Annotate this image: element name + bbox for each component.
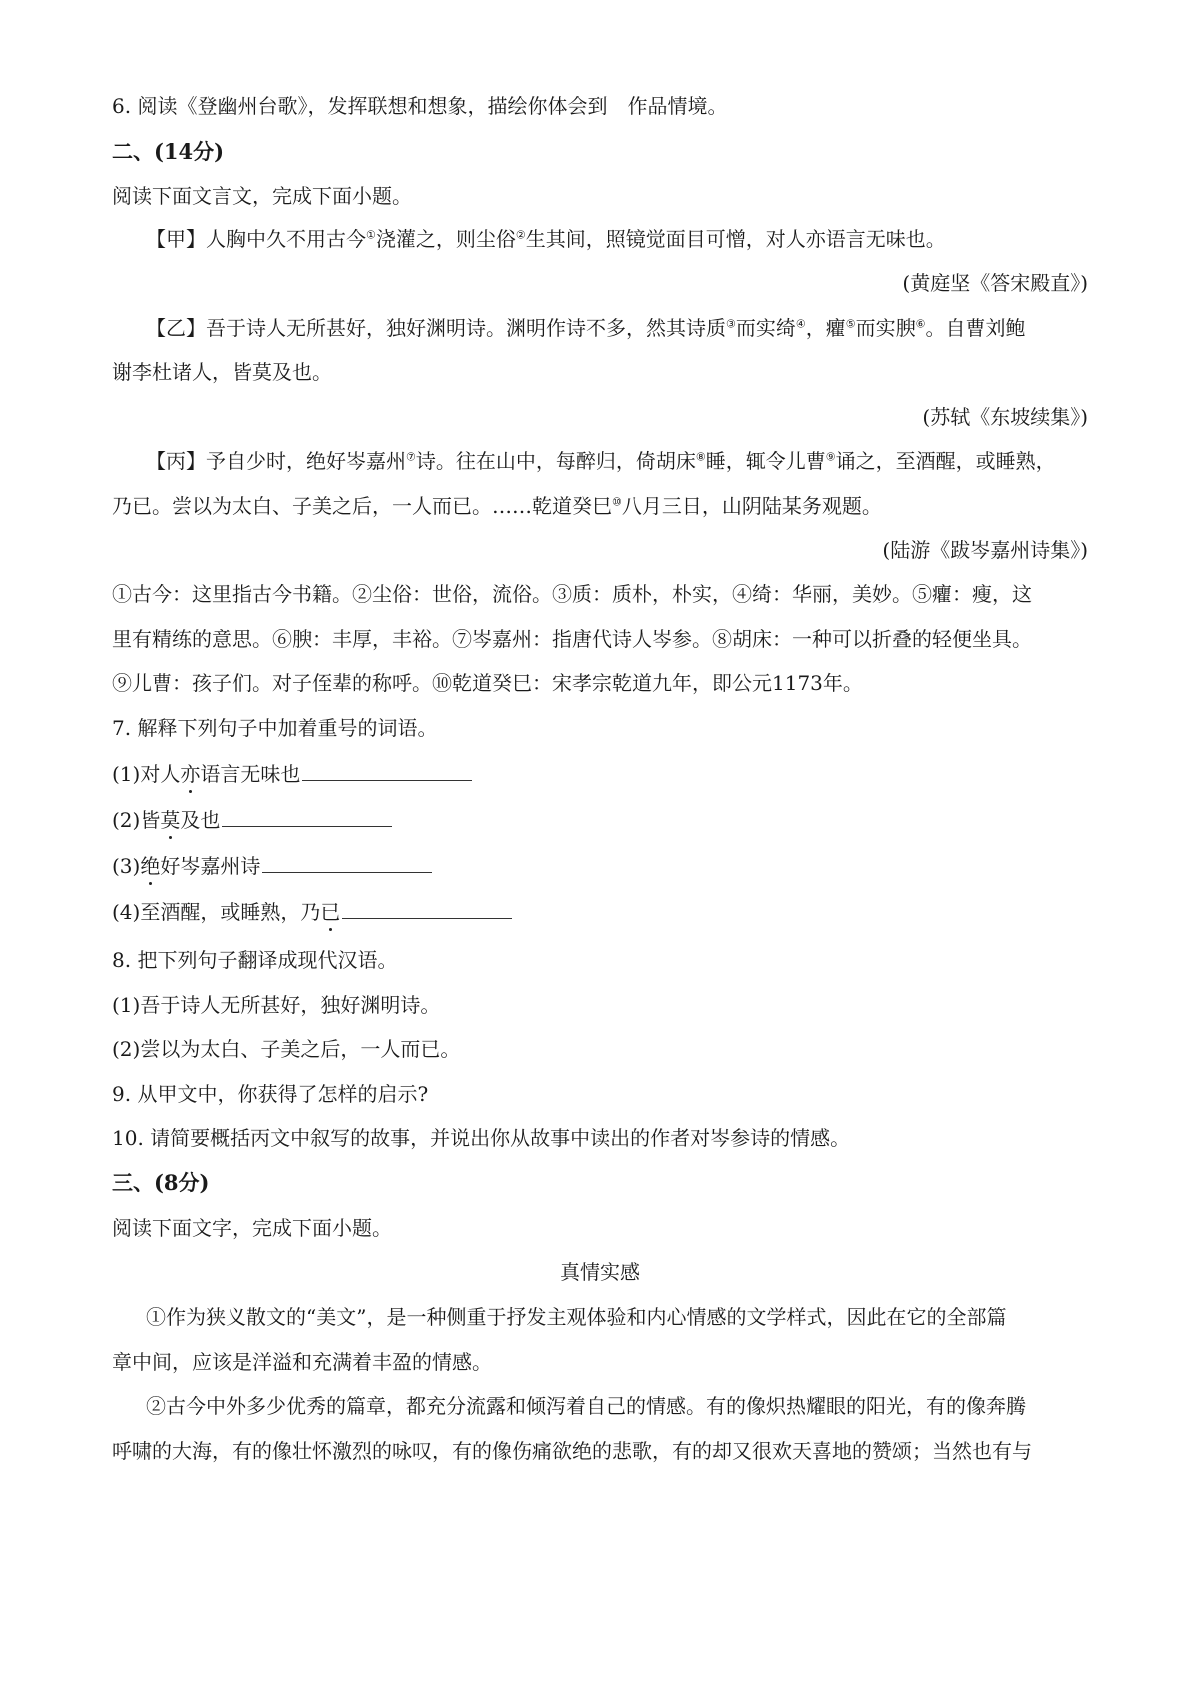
question-10: 10. 请简要概括丙文中叙写的故事，并说出你从故事中读出的作者对岑参诗的情感。	[112, 1126, 851, 1150]
note-line-3: ⑨儿曹：孩子们。对子侄辈的称呼。⑩乾道癸巳：宋孝宗乾道九年，即公元1173年。	[112, 671, 863, 695]
q7-text: 好岑嘉州诗	[160, 854, 261, 878]
footnote-marker: ①	[366, 228, 376, 242]
passage-text: 。自曹刘鲍	[925, 316, 1026, 340]
source-yi: (苏轼《东坡续集》)	[922, 405, 1088, 429]
passage-yi-line2: 谢李杜诸人，皆莫及也。	[112, 360, 332, 384]
section-3-instruction: 阅读下面文字，完成下面小题。	[112, 1216, 392, 1240]
section-2-title: 二、(14分)	[112, 139, 225, 164]
passage-text: 诗。往在山中，每醉归，倚胡床	[415, 449, 696, 473]
footnote-marker: ⑩	[612, 495, 622, 509]
passage-text: 【甲】人胸中久不用古今	[146, 227, 366, 251]
q7-text: (1)对人	[112, 762, 181, 786]
question-9: 9. 从甲文中，你获得了怎样的启示?	[112, 1082, 429, 1106]
q7-text: 及也	[180, 808, 221, 832]
paragraph-1-line-2: 章中间，应该是洋溢和充满着丰盈的情感。	[112, 1350, 492, 1374]
footnote-marker: ④	[795, 317, 806, 331]
article-title: 真情实感	[560, 1260, 640, 1284]
paragraph-2-line-2: 呼啸的大海，有的像壮怀激烈的咏叹，有的像伤痛欲绝的悲歌，有的却又很欢天喜地的赞颂；当然也有与	[112, 1439, 1032, 1463]
paragraph-1-line-1: ①作为狭义散文的“美文”，是一种侧重于抒发主观体验和内心情感的文学样式，因此在它的全部篇	[146, 1305, 1007, 1329]
passage-text: 【乙】吾于诗人无所甚好，独好渊明诗。渊明作诗不多，然其诗质	[146, 316, 726, 340]
q7-text: (4)至酒醒，或睡熟，乃	[112, 900, 321, 924]
q8-item-1: (1)吾于诗人无所甚好，独好渊明诗。	[112, 993, 441, 1017]
q7-item-2	[112, 806, 392, 834]
note-line-1: ①古今：这里指古今书籍。②尘俗：世俗，流俗。③质：质朴，朴实，④绮：华丽，美妙。⑤癯：瘦，这	[112, 582, 1032, 606]
emphasized-word: 莫	[160, 808, 181, 832]
q7-item-1	[112, 760, 472, 788]
passage-text: 浇灌之，则尘俗	[375, 227, 516, 251]
passage-bing-line2	[112, 492, 882, 520]
q7-text: (3)	[112, 854, 141, 878]
note-line-2: 里有精练的意思。⑥腴：丰厚，丰裕。⑦岑嘉州：指唐代诗人岑参。⑧胡床：一种可以折叠的轻便坐具。	[112, 627, 1032, 651]
q7-text: 语言无味也	[200, 762, 301, 786]
answer-blank[interactable]	[342, 900, 512, 919]
source-bing: (陆游《跋岑嘉州诗集》)	[882, 538, 1088, 562]
question-8: 8. 把下列句子翻译成现代汉语。	[112, 948, 398, 972]
footnote-marker: ⑨	[825, 450, 836, 464]
footnote-marker: ②	[515, 228, 526, 242]
footnote-marker: ⑤	[845, 317, 856, 331]
answer-blank[interactable]	[222, 808, 392, 827]
passage-text: 而实腴	[855, 316, 916, 340]
footnote-marker: ⑦	[406, 450, 416, 464]
footnote-marker: ⑥	[915, 317, 926, 331]
emphasized-word: 绝	[140, 854, 161, 878]
passage-yi	[146, 314, 1026, 342]
passage-text: 而实绮	[735, 316, 796, 340]
emphasized-word: 已	[320, 900, 341, 924]
q7-item-3	[112, 852, 432, 880]
passage-text: 生其间，照镜觉面目可憎，对人亦语言无味也。	[525, 227, 946, 251]
q8-item-2: (2)尝以为太白、子美之后，一人而已。	[112, 1037, 461, 1061]
paragraph-2-line-1: ②古今中外多少优秀的篇章，都充分流露和倾泻着自己的情感。有的像炽热耀眼的阳光，有的像奔腾	[146, 1394, 1026, 1418]
footnote-marker: ③	[726, 317, 736, 331]
passage-text: 【丙】予自少时，绝好岑嘉州	[146, 449, 406, 473]
passage-text: 八月三日，山阴陆某务观题。	[621, 494, 882, 518]
emphasized-word: 亦	[180, 762, 201, 786]
answer-blank[interactable]	[302, 762, 472, 781]
passage-jia	[146, 225, 946, 253]
q7-text: (2)皆	[112, 808, 161, 832]
passage-text: 诵之，至酒醒，或睡熟，	[835, 449, 1056, 473]
q7-item-4	[112, 898, 512, 926]
passage-text: 乃已。尝以为太白、子美之后，一人而已。……乾道癸巳	[112, 494, 612, 518]
passage-text: 睡，辄令儿曹	[705, 449, 826, 473]
question-7: 7. 解释下列句子中加着重号的词语。	[112, 716, 438, 740]
source-jia: (黄庭坚《答宋殿直》)	[902, 271, 1088, 295]
section-2-instruction: 阅读下面文言文，完成下面小题。	[112, 184, 412, 208]
question-6: 6. 阅读《登幽州台歌》，发挥联想和想象，描绘你体会到 作品情境。	[112, 94, 728, 118]
passage-text: ，癯	[805, 316, 846, 340]
passage-bing	[146, 447, 1056, 475]
footnote-marker: ⑧	[695, 450, 706, 464]
answer-blank[interactable]	[262, 854, 432, 873]
section-3-title: 三、(8分)	[112, 1170, 210, 1195]
